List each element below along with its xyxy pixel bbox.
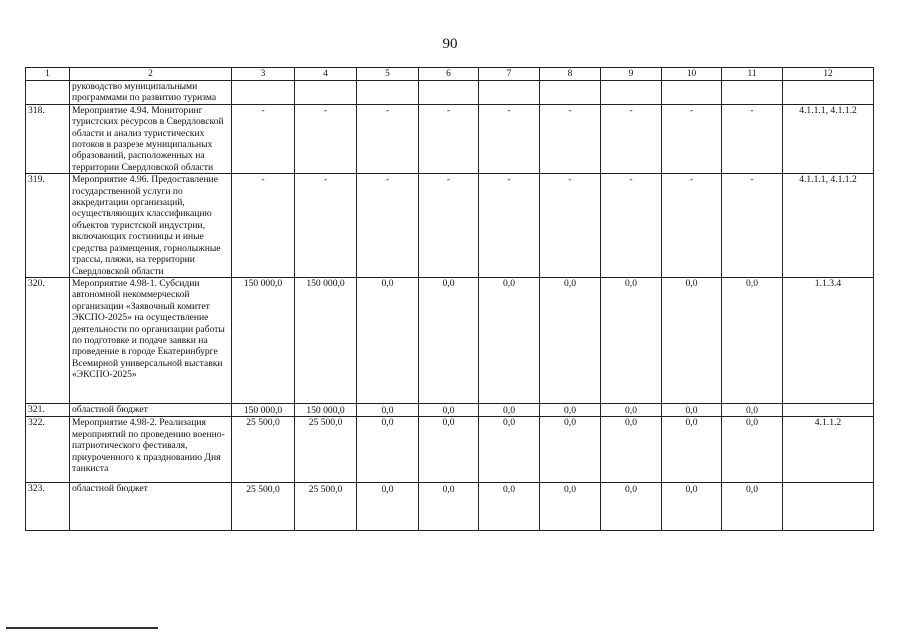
value-cell: - xyxy=(722,104,783,173)
row-number: 320. xyxy=(26,277,70,403)
column-header: 12 xyxy=(783,68,874,81)
row-number: 322. xyxy=(26,417,70,483)
value-cell: - xyxy=(540,174,601,278)
value-cell: 0,0 xyxy=(601,417,662,483)
value-cell: 0,0 xyxy=(540,277,601,403)
footer-line xyxy=(6,627,158,629)
value-cell: 0,0 xyxy=(662,277,722,403)
value-cell: - xyxy=(662,174,722,278)
row-number: 318. xyxy=(26,104,70,173)
table-row xyxy=(26,417,874,483)
row-number: 323. xyxy=(26,483,70,531)
value-cell: - xyxy=(601,174,662,278)
row-description: Мероприятие 4.98-1. Субсидии автономной некоммерческой организации «Заявочный комитет ЭКСПО-2025» на осуществление деятельности по организации работы по подготовке и подаче заявки на проведение в городе Екатеринбурге Всемирной универсальной выставки «ЭКСПО-2025» xyxy=(70,277,232,403)
target-indicator-code: 4.1.1.2 xyxy=(783,417,874,483)
value-cell xyxy=(479,81,540,105)
value-cell xyxy=(722,81,783,105)
value-cell: 0,0 xyxy=(479,417,540,483)
table-row xyxy=(26,174,874,278)
value-cell xyxy=(601,81,662,105)
table-row xyxy=(26,483,874,531)
value-cell: 0,0 xyxy=(601,277,662,403)
row-number: 319. xyxy=(26,174,70,278)
value-cell: 0,0 xyxy=(662,417,722,483)
column-header: 1 xyxy=(26,68,70,81)
value-cell: - xyxy=(479,104,540,173)
target-indicator-code: 4.1.1.1, 4.1.1.2 xyxy=(783,104,874,173)
value-cell: - xyxy=(419,174,479,278)
target-indicator-code: 1.1.3.4 xyxy=(783,277,874,403)
value-cell: 0,0 xyxy=(601,403,662,416)
value-cell: 0,0 xyxy=(722,483,783,531)
column-header: 3 xyxy=(232,68,295,81)
column-header: 11 xyxy=(722,68,783,81)
value-cell: - xyxy=(722,174,783,278)
value-cell xyxy=(662,81,722,105)
value-cell: 0,0 xyxy=(479,277,540,403)
value-cell: 0,0 xyxy=(662,483,722,531)
value-cell: - xyxy=(479,174,540,278)
value-cell: - xyxy=(357,174,419,278)
value-cell: 0,0 xyxy=(722,417,783,483)
target-indicator-code: 4.1.1.1, 4.1.1.2 xyxy=(783,174,874,278)
value-cell: - xyxy=(295,174,357,278)
value-cell: 0,0 xyxy=(357,417,419,483)
value-cell xyxy=(357,81,419,105)
table-row xyxy=(26,277,874,403)
value-cell: 0,0 xyxy=(419,277,479,403)
table-row xyxy=(26,104,874,173)
value-cell: 0,0 xyxy=(540,417,601,483)
value-cell: 0,0 xyxy=(357,483,419,531)
row-number: 321. xyxy=(26,403,70,416)
target-indicator-code xyxy=(783,81,874,105)
value-cell: - xyxy=(540,104,601,173)
row-description: Мероприятие 4.96. Предоставление государственной услуги по аккредитации организаций, осуществляющих классификацию объектов туристской индустрии, включающих гостиницы и иные средства размещения, горнолыжные трассы, пляжи, на территории Свердловской области xyxy=(70,174,232,278)
target-indicator-code xyxy=(783,483,874,531)
value-cell: - xyxy=(295,104,357,173)
column-header: 9 xyxy=(601,68,662,81)
column-header: 4 xyxy=(295,68,357,81)
value-cell: - xyxy=(662,104,722,173)
column-header: 10 xyxy=(662,68,722,81)
value-cell: - xyxy=(419,104,479,173)
value-cell xyxy=(540,81,601,105)
value-cell: 0,0 xyxy=(722,277,783,403)
value-cell: 0,0 xyxy=(419,483,479,531)
value-cell: 0,0 xyxy=(419,403,479,416)
value-cell: 0,0 xyxy=(662,403,722,416)
target-indicator-code xyxy=(783,403,874,416)
value-cell: 150 000,0 xyxy=(295,277,357,403)
table-row xyxy=(26,403,874,416)
value-cell: 0,0 xyxy=(357,403,419,416)
value-cell: - xyxy=(232,104,295,173)
column-header: 5 xyxy=(357,68,419,81)
row-description: областной бюджет xyxy=(70,483,232,531)
table-row xyxy=(26,81,874,105)
value-cell: - xyxy=(357,104,419,173)
value-cell: 150 000,0 xyxy=(295,403,357,416)
value-cell xyxy=(419,81,479,105)
value-cell: 0,0 xyxy=(357,277,419,403)
row-description: Мероприятие 4.98-2. Реализация мероприятий по проведению военно-патриотического фестиваля, приуроченного к празднованию Дня танкиста xyxy=(70,417,232,483)
column-header: 7 xyxy=(479,68,540,81)
value-cell: 150 000,0 xyxy=(232,277,295,403)
value-cell: 0,0 xyxy=(540,483,601,531)
value-cell: 0,0 xyxy=(419,417,479,483)
value-cell: 25 500,0 xyxy=(295,483,357,531)
row-description: руководство муниципальными программами по развитию туризма xyxy=(70,81,232,105)
value-cell: 0,0 xyxy=(479,483,540,531)
value-cell: 150 000,0 xyxy=(232,403,295,416)
table-header-row xyxy=(26,68,874,81)
value-cell: 0,0 xyxy=(601,483,662,531)
row-description: Мероприятие 4.94. Мониторинг туристских ресурсов в Свердловской области и анализ туристических потоков в разрезе муниципальных образований, расположенных на территории Свердловской области xyxy=(70,104,232,173)
value-cell: 25 500,0 xyxy=(232,417,295,483)
value-cell: - xyxy=(601,104,662,173)
column-header: 6 xyxy=(419,68,479,81)
value-cell: 25 500,0 xyxy=(295,417,357,483)
value-cell: 25 500,0 xyxy=(232,483,295,531)
value-cell: 0,0 xyxy=(479,403,540,416)
column-header: 2 xyxy=(70,68,232,81)
value-cell: - xyxy=(232,174,295,278)
value-cell: 0,0 xyxy=(722,403,783,416)
row-description: областной бюджет xyxy=(70,403,232,416)
value-cell xyxy=(295,81,357,105)
value-cell: 0,0 xyxy=(540,403,601,416)
page-number: 90 xyxy=(442,36,458,52)
row-number xyxy=(26,81,70,105)
program-table xyxy=(25,67,874,531)
column-header: 8 xyxy=(540,68,601,81)
value-cell xyxy=(232,81,295,105)
